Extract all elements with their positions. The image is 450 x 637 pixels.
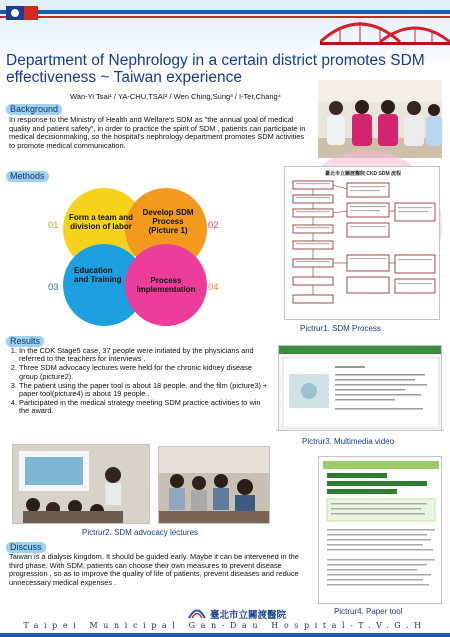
flowchart-title: 臺北市立關渡醫院 CKD SDM 流程 <box>324 171 402 177</box>
bridge-icon <box>320 2 450 57</box>
advocacy-lecture-photo-1 <box>12 444 150 524</box>
methods-heading: Methods <box>6 171 49 182</box>
background-heading: Background <box>6 104 62 115</box>
picture4-caption: Pictrur4. Paper tool <box>334 607 403 616</box>
hospital-logo-icon <box>188 605 206 619</box>
results-item: 2. Three SDM advocacy lectures were held for the chronic kidney disease group (picture2). <box>19 364 272 381</box>
advocacy-lecture-photo-2 <box>158 446 270 524</box>
multimedia-video-screenshot <box>278 345 442 431</box>
paper-tool-document <box>318 456 442 604</box>
method-step-01-label: Form a team and division of labor <box>68 213 133 231</box>
discuss-heading: Discuss <box>6 542 46 553</box>
hospital-name-english: Taipei Municipal Gan-Dau Hospital-T.V.G.H <box>23 621 427 630</box>
sdm-process-flowchart <box>284 166 440 320</box>
results-list <box>10 347 272 416</box>
team-photo <box>318 80 442 158</box>
author-list: Wan-Yi Tsai¹ / YA-CHU,TSAI² / Wen Ching,Sung³ / I-Ter,Chang⁴ <box>70 92 281 101</box>
picture1-caption: Pictrur1. SDM Process <box>300 324 381 333</box>
discuss-text: Taiwan is a dialysis kingdom. It should be guided early. Maybe it can be intervened in the third phase. With SDM, patients can choose their own measures to prevent disease progression , so as to improve the quality of life of patients, prevent diseases and reduce unnecessary medical expenses . <box>9 552 299 587</box>
method-step-02-label: Develop SDM Process (Picture 1) <box>142 208 194 235</box>
poster-title: Department of Nephrology in a certain district promotes SDM effectiveness ~ Taiwan experience <box>6 52 425 86</box>
method-step-03-number: 03 <box>48 282 59 293</box>
results-heading: Results <box>6 336 44 347</box>
footer-stripe <box>0 633 450 637</box>
results-item: 1. In the CDK Stage5 case, 37 people were initiated by the physicians and referred to the teachers for interviews . <box>19 347 272 364</box>
hospital-name-chinese: 臺北市立關渡醫院 <box>210 610 287 621</box>
results-item: 3. The patient using the paper tool is about 18 people, and the film (picture3) + paper tool(picture4) is about 19 people . <box>19 382 272 399</box>
background-text: In response to the Ministry of Health and Welfare's SDM as "the annual goal of medical quality and patient safety", in order to practice the spirit of SDM , patients can participate in medical decisionmaking, so the hospital's nephrology department promotes SDM activities to promote medical communication. <box>9 115 306 150</box>
method-step-01-number: 01 <box>48 220 59 231</box>
picture2-caption: Pictrur2. SDM advocacy lectures <box>82 528 199 537</box>
method-step-04-label: Process implementation <box>136 276 196 294</box>
results-item: 4. Participated in the medical strategy meeting SDM practice activities to win the award. <box>19 399 272 416</box>
method-step-02-number: 02 <box>208 220 219 231</box>
method-step-04-number: 04 <box>208 282 219 293</box>
picture3-caption: Pictrur3. Multimedia video <box>302 437 395 446</box>
method-step-03-label: Education and Training <box>74 266 122 284</box>
